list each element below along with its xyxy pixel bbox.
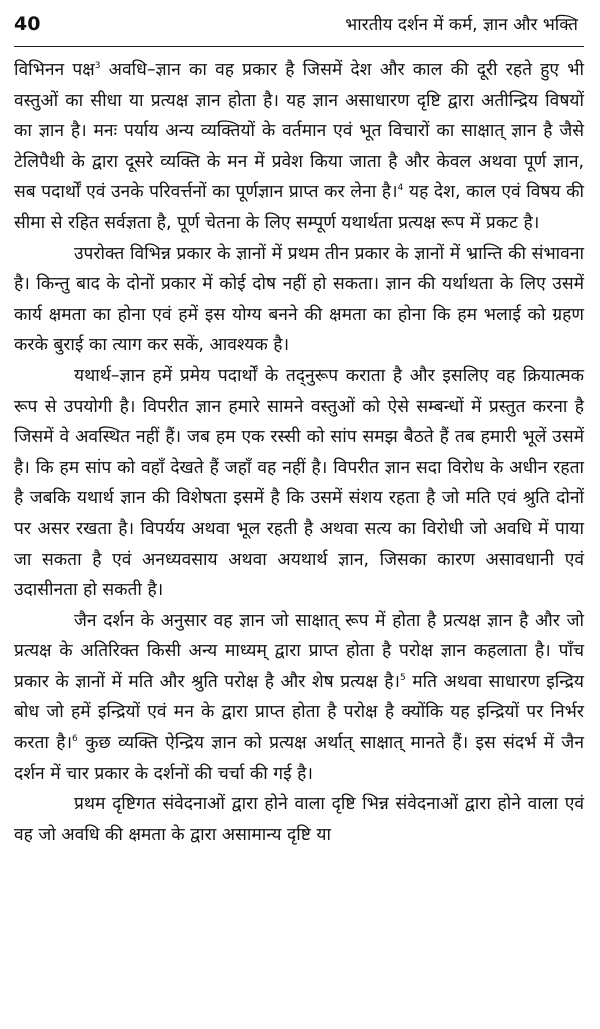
paragraph-text: उपरोक्त विभिन्न प्रकार के ज्ञानों में प्रथम तीन प्रकार के ज्ञानों में भ्रान्ति की संभावना है। किन्तु बाद के दोनों प्रकार में कोई दोष नहीं हो सकता। ज्ञान की यर्थाथता के लिए उसमें कार्य क्षमता का होना एवं हमें इस योग्य बनने की क्षमता का होना कि हम भलाई को ग्रहण करके बुराई का त्याग कर सकें, आवश्यक है।: [14, 243, 584, 356]
paragraph: [14, 606, 584, 790]
paragraph: [14, 789, 584, 850]
paragraph-text: यह देश, काल एवं विषय की सीमा से रहित सर्वज्ञता है, पूर्ण चेतना के लिए सम्पूर्ण यथार्थता प्रत्यक्ष रूप में प्रकट है।: [14, 182, 585, 233]
footnote-ref[interactable]: 6: [72, 734, 78, 745]
running-header: [14, 12, 584, 47]
paragraph: [14, 239, 584, 361]
paragraph-text: प्रथम दृष्टिगत संवेदनाओं द्वारा होने वाला दृष्टि भिन्न संवेदनाओं द्वारा होने वाला एवं वह जो अवधि की क्षमता के द्वारा असामान्य दृष्टि या: [14, 794, 584, 845]
running-title: भारतीय दर्शन में कर्म, ज्ञान और भक्ति: [345, 15, 578, 35]
footnote-ref[interactable]: 4: [397, 183, 404, 194]
paragraph-text: विभिनन पक्ष: [14, 60, 95, 80]
paragraph: [14, 361, 584, 606]
paragraph-text: जैन दर्शन के अनुसार वह ज्ञान जो साक्षात् रूप में होता है प्रत्यक्ष ज्ञान है और जो प्रत्यक्ष के अतिरिक्त किसी अन्य माध्यम् द्वारा प्राप्त होता है परोक्ष ज्ञान कहलाता है। पाँच प्रकार के ज्ञानों में मति और श्रुति परोक्ष है और शेष प्रत्यक्ष है।: [14, 610, 584, 692]
paragraph: [14, 55, 584, 239]
body-text: [14, 55, 584, 850]
paragraph-text: यथार्थ–ज्ञान हमें प्रमेय पदार्थों के तद्नुरूप कराता है और इसलिए वह क्रियात्मक रूप से उपयोगी है। विपरीत ज्ञान हमारे सामने वस्तुओं को ऐसे सम्बन्धों में प्रस्तुत करना है जिसमें वे अवस्थित नहीं हैं। जब हम एक रस्सी को सांप समझ बैठते हैं तब हमारी भूलें उसमें है। कि हम सांप को वहाँ देखते हैं जहाँ वह नहीं है। विपरीत ज्ञान सदा विरोध के अधीन रहता है जबकि यथार्थ ज्ञान की विशेषता इसमें है कि उसमें संशय रहता है जो मति एवं श्रुति दोनों पर असर रखता है। विपर्यय अथवा भूल रहती है अथवा सत्य का विरोधी जो अवधि में पाया जा सकता है एवं अनध्यवसाय अथवा अयथार्थ ज्ञान, जिसका कारण असावधानी एवं उदासीनता हो सकती है।: [14, 365, 584, 601]
paragraph-text: अवधि–ज्ञान का वह प्रकार है जिसमें देश और काल की दूरी रहते हुए भी वस्तुओं का सीधा या प्रत्यक्ष ज्ञान होता है। यह ज्ञान असाधारण दृष्टि द्वारा अतीन्द्रिय विषयों का ज्ञान है। मनः पर्याय अन्य व्यक्तियों के वर्तमान एवं भूत विचारों का साक्षात् ज्ञान है जैसे टेलिपैथी के द्वारा दूसरे व्यक्ति के मन में प्रवेश किया जाता है और केवल अथवा पूर्ण ज्ञान, सब पदार्थों एवं उनके परिवर्त्तनों का पूर्णज्ञान प्राप्त कर लेना है।: [14, 60, 584, 203]
paragraph-text: कुछ व्यक्ति ऐन्द्रिय ज्ञान को प्रत्यक्ष अर्थात् साक्षात् मानते हैं। इस संदर्भ में जैन दर्शन में चार प्रकार के दर्शनों की चर्चा की गई है।: [14, 733, 584, 784]
footnote-ref[interactable]: 5: [400, 673, 406, 684]
footnote-ref[interactable]: 3: [94, 61, 101, 72]
page-number: 40: [14, 13, 41, 35]
paragraph-text: मति अथवा साधारण इन्द्रिय बोध जो हमें इन्द्रियों एवं मन के द्वारा प्राप्त होता है परोक्ष है क्योंकि यह इन्द्रियों पर निर्भर करता है।: [14, 671, 584, 754]
